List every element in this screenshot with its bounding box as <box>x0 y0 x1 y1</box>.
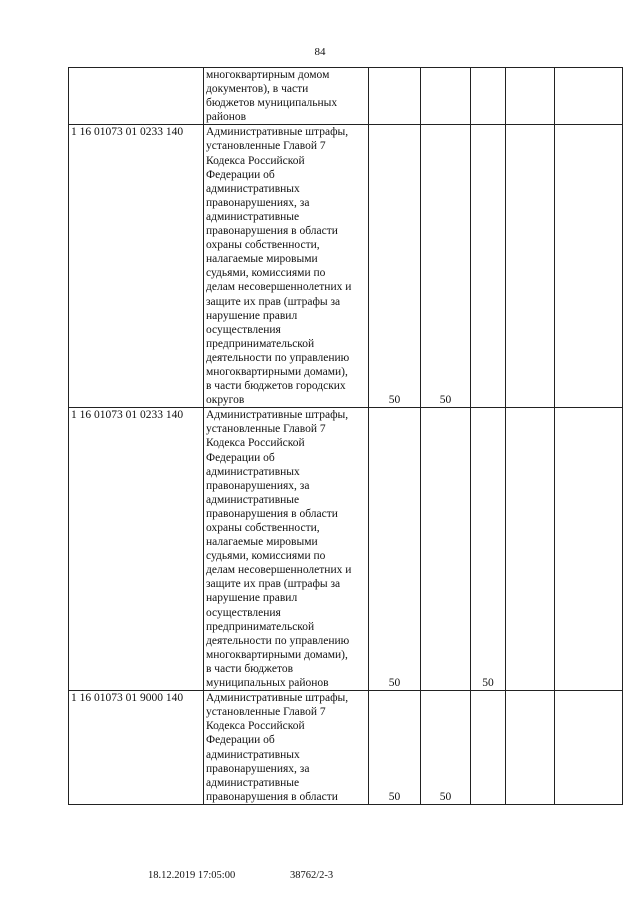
name-line: бюджетов муниципальных <box>206 97 338 110</box>
table-row <box>69 408 623 691</box>
value-cell <box>506 408 555 691</box>
value-cell <box>555 68 623 125</box>
code-cell: 1 16 01073 01 0233 140 <box>69 125 204 408</box>
name-line: установленные Главой 7 <box>206 140 326 153</box>
name-line: делам несовершеннолетних и <box>206 281 352 294</box>
name-line: правонарушения в области <box>206 225 338 238</box>
name-line: муниципальных районов <box>206 677 329 690</box>
value-cell <box>555 125 623 408</box>
name-line: охраны собственности, <box>206 522 320 534</box>
name-cell <box>204 68 369 125</box>
budget-table <box>68 67 623 805</box>
name-line: многоквартирными домами), <box>206 365 348 378</box>
value-cell <box>421 408 471 691</box>
name-line: налагаемые мировыми <box>206 253 318 266</box>
name-line: осуществления <box>206 606 281 619</box>
name-line: защите их прав (штрафы за <box>206 578 341 591</box>
name-line: правонарушениях, за <box>206 479 310 492</box>
footer-doc-id: 38762/2-3 <box>290 870 334 881</box>
name-cell <box>204 408 369 691</box>
name-line: административные <box>206 776 300 789</box>
value-cell <box>421 68 471 125</box>
value-cell <box>471 125 506 408</box>
name-line: установленные Главой 7 <box>206 706 326 719</box>
name-line: установленные Главой 7 <box>206 423 326 436</box>
value-cell: 50 <box>421 125 471 408</box>
value-cell <box>369 68 421 125</box>
name-line: административных <box>206 182 300 195</box>
name-line: многоквартирными домами), <box>206 648 348 661</box>
name-line: деятельности по управлению <box>206 351 350 364</box>
name-line: Федерации об <box>206 734 275 747</box>
value-cell: 50 <box>421 691 471 805</box>
name-line: Федерации об <box>206 451 275 464</box>
name-line: административные <box>206 493 300 506</box>
value-cell <box>471 691 506 805</box>
table-row <box>69 125 623 408</box>
name-line: документов), в части <box>206 83 309 96</box>
code-cell: 1 16 01073 01 9000 140 <box>69 691 204 805</box>
value-cell <box>471 68 506 125</box>
name-line: Административные штрафы, <box>206 126 349 139</box>
name-line: охраны собственности, <box>206 239 320 252</box>
footer-datetime: 18.12.2019 17:05:00 <box>148 870 236 881</box>
name-line: нарушение правил <box>206 309 298 322</box>
name-line: деятельности по управлению <box>206 634 350 647</box>
name-line: осуществления <box>206 323 281 336</box>
name-line: административные <box>206 210 300 223</box>
name-line: административных <box>206 465 300 478</box>
page-number: 84 <box>314 46 326 58</box>
table-row <box>69 68 623 125</box>
name-line: правонарушениях, за <box>206 196 310 209</box>
name-line: в части бюджетов <box>206 662 294 675</box>
name-line: Федерации об <box>206 168 275 181</box>
table-row <box>69 691 623 805</box>
value-cell <box>555 408 623 691</box>
name-line: правонарушения в области <box>206 790 338 803</box>
name-line: в части бюджетов городских <box>206 380 346 393</box>
name-line: Административные штрафы, <box>206 409 349 422</box>
table-body <box>69 68 623 805</box>
name-line: Кодекса Российской <box>206 154 305 167</box>
value-cell: 50 <box>369 691 421 805</box>
value-cell <box>506 125 555 408</box>
name-line: предпринимательской <box>206 620 315 633</box>
name-cell <box>204 125 369 408</box>
name-line: судьями, комиссиями по <box>206 267 326 280</box>
name-line: правонарушения в области <box>206 507 338 520</box>
name-line: округов <box>206 394 245 407</box>
name-line: Кодекса Российской <box>206 437 305 450</box>
name-line: Административные штрафы, <box>206 692 349 705</box>
name-line: административных <box>206 748 300 761</box>
name-line: делам несовершеннолетних и <box>206 564 352 577</box>
value-cell: 50 <box>471 408 506 691</box>
name-line: судьями, комиссиями по <box>206 550 326 563</box>
value-cell <box>506 68 555 125</box>
name-cell <box>204 691 369 805</box>
value-cell <box>555 691 623 805</box>
name-line: многоквартирным домом <box>206 69 330 81</box>
value-cell: 50 <box>369 125 421 408</box>
code-cell <box>69 68 204 125</box>
name-line: Кодекса Российской <box>206 720 305 733</box>
value-cell: 50 <box>369 408 421 691</box>
name-line: предпринимательской <box>206 337 315 350</box>
name-line: защите их прав (штрафы за <box>206 295 341 308</box>
code-cell: 1 16 01073 01 0233 140 <box>69 408 204 691</box>
name-line: нарушение правил <box>206 592 298 605</box>
name-line: правонарушениях, за <box>206 762 310 775</box>
value-cell <box>506 691 555 805</box>
name-line: налагаемые мировыми <box>206 536 318 549</box>
name-line: районов <box>206 111 247 124</box>
